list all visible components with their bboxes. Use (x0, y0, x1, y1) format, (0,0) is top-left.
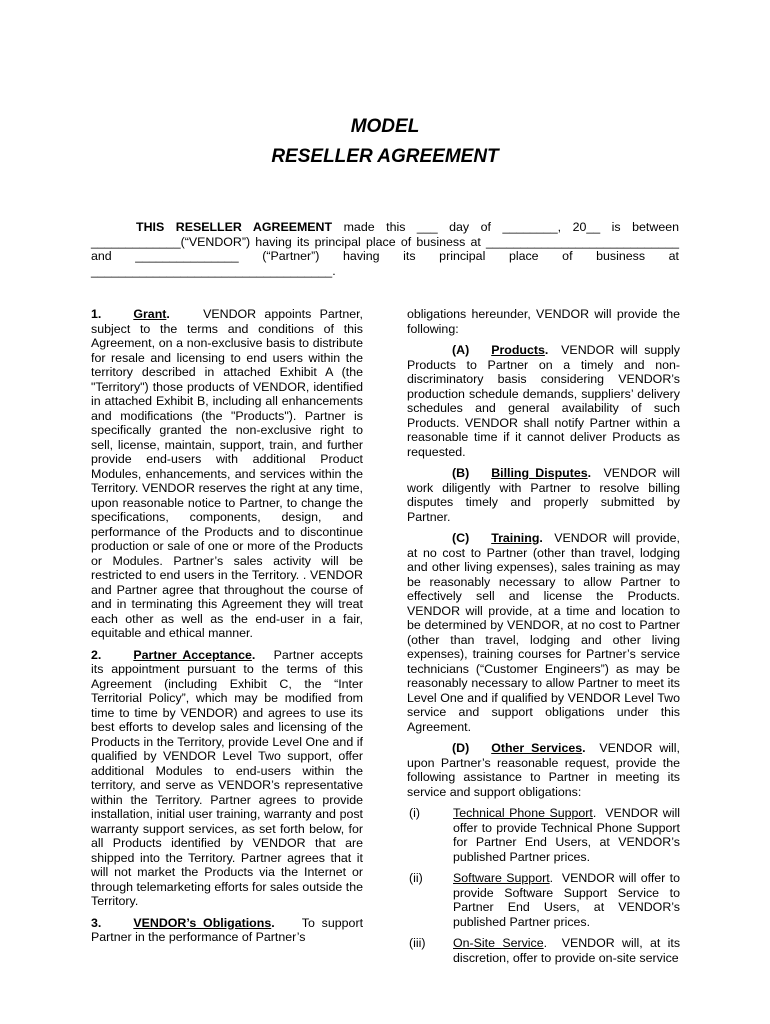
subsection-c: (C) Training. VENDOR will provide, at no cost to Partner (other than travel, lodging and other living expenses), sales training as may be reasonably necessary to allow Partner to effectively sell and license the Products. VENDOR will provide, at a time and location to be determined by VENDOR, at no cost to Partner (other than travel, lodging and other living expenses), training courses for Partner’s service technicians (“Customer Engineers”) as may be reasonably necessary to allow Partner to meet its Level One and if qualified by VENDOR Level Two service and support obligations under this Agreement. (407, 531, 680, 734)
sub-item-heading: Software Support (453, 871, 550, 885)
intro-line-4: ___________________________________. (91, 263, 336, 278)
section-1-heading: Grant (133, 307, 167, 321)
subsection-d-heading: Other Services (491, 741, 583, 755)
sub-item: (iii) On-Site Service. VENDOR will, at its discretion, offer to provide on-site service (409, 936, 681, 965)
section-3: 3. VENDOR’s Obligations. To support Partner in the performance of Partner’s (91, 915, 364, 944)
left-column (91, 307, 363, 952)
section-2: 2. Partner Acceptance. Partner accepts its appointment pursuant to the terms of this Agreement (including Exhibit C, the “Inter Territorial Policy”, which may be modified from time to time by VENDOR) and agrees to use its best efforts to develop sales and licensing of the Products in the Territory, provide Level One and if qualified by VENDOR Level Two support, offer additional Modules to end-users within the territory, and serve as VENDOR’s representative within the Territory. Partner agrees to provide installation, initial user training, warranty and post warranty support services, as set forth below, for all Products identified by VENDOR that are shipped into the Territory. Partner agrees that it will not market the Products via the Internet or through telemarketing efforts for sales outside the Territory. (91, 647, 364, 908)
document-subtitle: RESELLER AGREEMENT (271, 146, 499, 167)
section-2-heading: Partner Acceptance (133, 647, 252, 662)
right-column (407, 307, 680, 972)
section-3-continued: obligations hereunder, VENDOR will provide the following: (407, 307, 680, 336)
section-1: 1. Grant. VENDOR appoints Partner, subject to the terms and conditions of this Agreement, on a non-exclusive basis to distribute for resale and licensing to end users within the territory described in attached Exhibit A (the "Territory") those products of VENDOR, identified in attached Exhibit B, including all enhancements and modifications (the "Products"). Partner is specifically granted the non-exclusive right to sell, license, maintain, support, train, and further provide end-users with additional Product Modules, enhancements, and services within the Territory. VENDOR reserves the right at any time, upon reasonable notice to Partner, to change the specifications, components, design, and performance of the Products and to discontinue production or sale of one or more of the Products or Modules. Partner’s sales activity will be restricted to end users in the Territory. . VENDOR and Partner agree that throughout the course of and in terminating this Agreement they will treat each other as well as the end-user in a fair, equitable and ethical manner. (91, 307, 363, 640)
sub-item: (i) Technical Phone Support. VENDOR will offer to provide Technical Phone Support for Partner End Users, at VENDOR’s published Partner prices. (409, 806, 680, 864)
subsection-a-heading: Products (491, 343, 545, 357)
intro-bold: THIS RESELLER AGREEMENT (136, 220, 333, 234)
subsection-a: (A) Products. VENDOR will supply Products to Partner on a timely and non-discriminatory basis considering VENDOR’s production schedule demands, suppliers’ delivery schedules and general availability of such Products. VENDOR shall notify Partner within a reasonable time if it cannot deliver Products as requested. (407, 343, 681, 459)
subsection-d: (D) Other Services. VENDOR will, upon Partner’s reasonable request, provide the following assistance to Partner in meeting its service and support obligations: (407, 741, 680, 799)
subsection-c-heading: Training (491, 531, 540, 545)
intro-paragraph (91, 220, 679, 278)
sub-item-heading: On-Site Service (453, 936, 544, 950)
subsection-b-heading: Billing Disputes (491, 466, 588, 480)
sub-item: (ii) Software Support. VENDOR will offer to provide Software Support Service to Partner End Users, at VENDOR’s published Partner prices. (409, 871, 680, 929)
subsection-b: (B) Billing Disputes. VENDOR will work diligently with Partner to resolve billing disputes timely and properly submitted by Partner. (407, 466, 680, 524)
intro-line-2: _____________(“VENDOR”) having its principal place of business at ____________________________ (91, 234, 679, 249)
intro-line-3: and _______________ (“Partner”) having its principal place of business at (91, 249, 679, 263)
section-3-heading: VENDOR’s Obligations (133, 915, 272, 930)
intro-line-1: THIS RESELLER AGREEMENT made this ___ day of ________, 20__ is between (136, 220, 679, 234)
sub-item-heading: Technical Phone Support (453, 806, 593, 820)
document-title: MODEL (350, 116, 420, 137)
